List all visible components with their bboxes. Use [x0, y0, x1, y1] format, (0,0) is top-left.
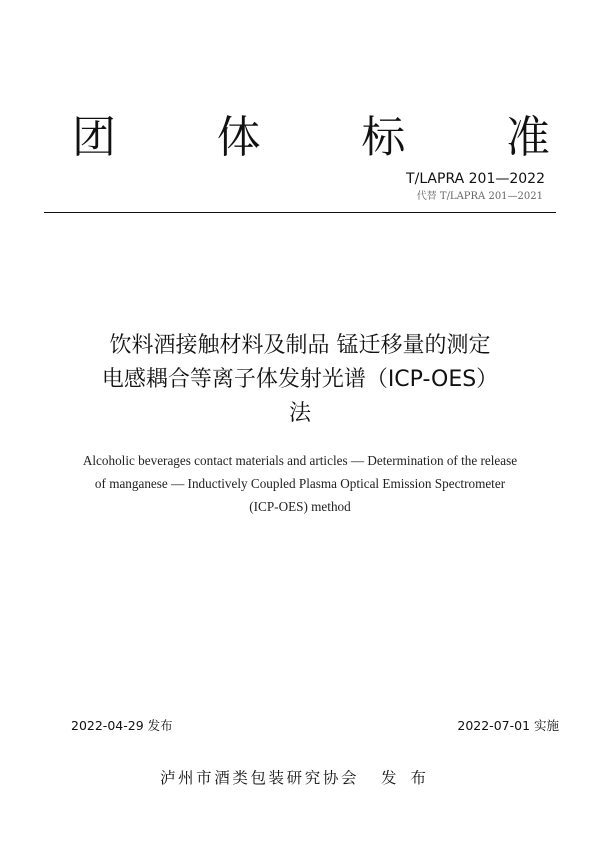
standard-type-char: 标	[361, 112, 406, 163]
publisher-issued-label: 发布	[381, 769, 441, 787]
standard-type-heading	[72, 112, 550, 164]
replaced-standard-number: 代替 T/LAPRA 201—2021	[416, 191, 543, 202]
chinese-title-line: 法	[288, 401, 311, 426]
english-title-line: of manganese — Inductively Coupled Plasma Optical Emission Spectrometer	[94, 476, 506, 491]
standard-type-char: 团	[72, 112, 116, 163]
english-title-line: (ICP-OES) method	[249, 499, 351, 514]
implementation-date: 2022-07-01 实施	[457, 718, 559, 733]
chinese-title-line: 电感耦合等离子体发射光谱（ICP-OES）	[101, 367, 499, 392]
publisher-organization: 泸州市酒类包装研究协会	[159, 769, 360, 787]
standard-type-char: 体	[216, 112, 261, 163]
standard-number: T/LAPRA 201—2022	[406, 171, 545, 187]
standard-type-char: 准	[505, 112, 550, 163]
english-title	[40, 449, 560, 518]
issue-date: 2022-04-29 发布	[71, 718, 173, 733]
english-title-line: Alcoholic beverages contact materials and articles — Determination of the release	[82, 453, 518, 468]
chinese-title	[40, 329, 560, 431]
publisher-line	[0, 768, 600, 788]
chinese-title-line: 饮料酒接触材料及制品 锰迁移量的测定	[109, 333, 491, 358]
header-divider	[44, 212, 556, 213]
